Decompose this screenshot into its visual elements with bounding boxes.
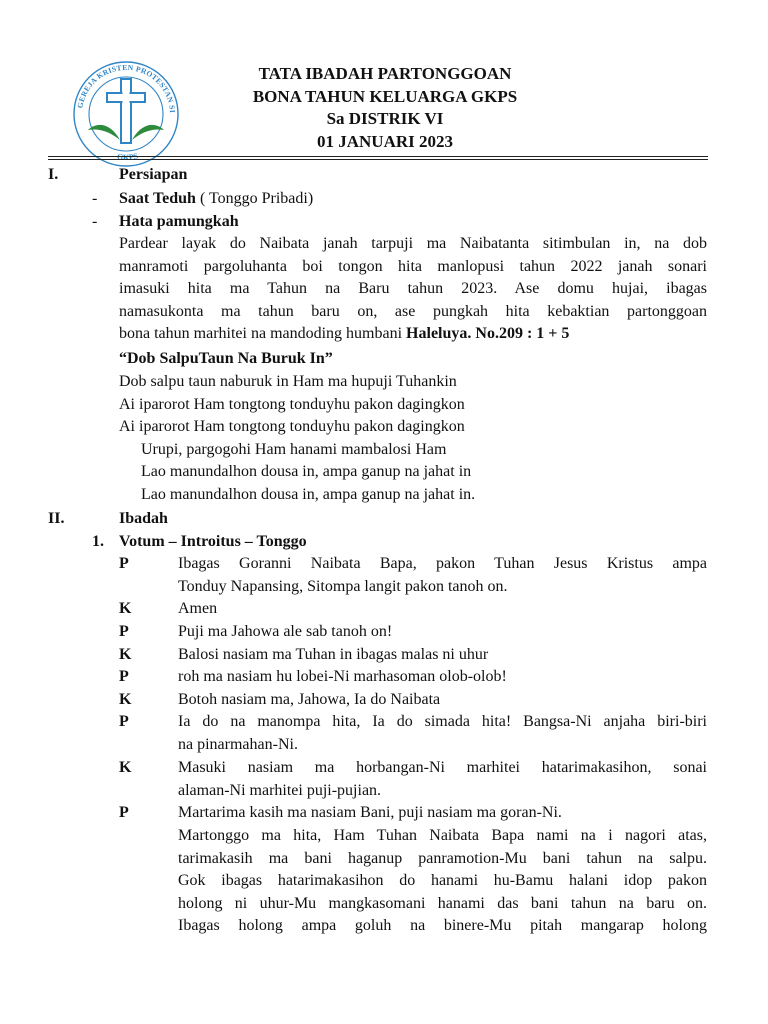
hymn-reference: Haleluya. No.209 : 1 + 5 (406, 325, 570, 342)
song-line: Urupi, pargogohi Ham hanami mambalosi Ham (141, 440, 447, 458)
liturgy-line: Ia do na manompa hita, Ia do simada hita! Bangsa-Ni anjaha biri-biri (178, 713, 707, 730)
list-dash: - (92, 213, 98, 230)
prayer-line: Gok ibagas hatarimakasihon do hanami hu-Bamu halani idop pakon (178, 872, 707, 889)
saat-teduh-label: Saat Teduh (119, 190, 196, 207)
section-2-title: Ibadah (119, 510, 168, 527)
logo-ring-bottom: GKPS (116, 151, 139, 163)
song-line: Dob salpu taun naburuk in Ham ma hupuji Tuhankin (119, 373, 457, 390)
section-2-number: II. (48, 510, 65, 527)
section-1-number: I. (48, 166, 59, 183)
title-line-3: Sa DISTRIK VI (326, 109, 444, 128)
paragraph-line: manramoti pargoluhanta boi tongon hita manlopusi tahun 2022 janah sonari (119, 257, 707, 275)
prayer-line: tarimakasih ma bani haganup panramotion-Mu bani tahun na salpu. (178, 849, 707, 867)
liturgy-line: na pinarmahan-Ni. (178, 735, 298, 753)
song-line: Lao manundalhon dousa in, ampa ganup na jahat in (141, 463, 472, 480)
liturgy-line: Amen (178, 600, 218, 617)
liturgy-text (178, 757, 707, 802)
liturgy-line: Tonduy Napansing, Sitompa langit pakon tanoh on. (178, 577, 508, 595)
paragraph-line: imasuki hita ma Tahun na Baru tahun 2023. Ase domu hujai, ibagas (119, 280, 707, 297)
prayer-line: holong ni uhur-Mu mangkasomani hanami das bani tahun na baru on. (178, 894, 707, 912)
role-label: P (119, 623, 129, 640)
header-divider-top (48, 156, 708, 157)
song-line: Ai iparorot Ham tongtong tonduyhu pakon dagingkon (119, 418, 465, 435)
logo-ring-text: GEREJA KRISTEN PROTESTAN SI (75, 62, 178, 114)
liturgy-text (178, 553, 707, 598)
liturgy-line: Puji ma Jahowa ale sab tanoh on! (178, 623, 393, 640)
liturgy-text (178, 711, 707, 756)
liturgy-line: alaman-Ni marhitei puji-pujian. (178, 781, 382, 799)
role-label: K (119, 690, 132, 708)
prayer-line: Martonggo ma hita, Ham Tuhan Naibata Bapa nami na i nagori atas, (178, 827, 707, 844)
liturgy-line: Balosi nasiam ma Tuhan in ibagas malas ni uhur (178, 645, 489, 663)
paragraph-last-text: bona tahun marhitei na mandoding humbani (119, 325, 407, 342)
paragraph-line (119, 323, 707, 346)
prayer-paragraph (178, 825, 707, 938)
paragraph-line: Pardear layak do Naibata janah tarpuji ma Naibatanta sitimbulan in, na dob (119, 235, 707, 252)
paragraph-line: namasukonta ma tahun baru on, ase pungkah hita kebaktian partonggoan (119, 302, 707, 320)
subsection-number: 1. (92, 533, 104, 550)
song-line: Lao manundalhon dousa in, ampa ganup na jahat in. (141, 485, 476, 503)
role-label: K (119, 645, 132, 663)
role-label: P (119, 713, 129, 730)
list-dash: - (92, 190, 98, 207)
role-label: K (119, 759, 132, 776)
role-label: K (119, 600, 132, 617)
opening-paragraph (119, 233, 707, 346)
song-title: “Dob SalpuTaun Na Buruk In” (119, 350, 333, 367)
subsection-title: Votum – Introitus – Tonggo (119, 533, 307, 550)
role-label: P (119, 804, 129, 821)
section-1-title: Persiapan (119, 166, 188, 183)
prayer-line: Ibagas holong ampa goluh na binere-Mu pitah mangarap holong (178, 917, 707, 934)
song-line: Ai iparorot Ham tongtong tonduyhu pakon dagingkon (119, 395, 465, 413)
liturgy-line: Ibagas Goranni Naibata Bapa, pakon Tuhan Jesus Kristus ampa (178, 555, 707, 572)
saat-teduh-note: ( Tonggo Pribadi) (195, 190, 314, 207)
liturgy-line: Martarima kasih ma nasiam Bani, puji nasiam ma goran-Ni. (178, 804, 562, 821)
title-line-4: 01 JANUARI 2023 (317, 131, 453, 151)
role-label: P (119, 555, 129, 572)
liturgy-line: roh ma nasiam hu lobei-Ni marhasoman olob-olob! (178, 668, 507, 685)
liturgy-line: Masuki nasiam ma horbangan-Ni marhitei hatarimakasihon, sonai (178, 759, 707, 776)
title-line-1: TATA IBADAH PARTONGGOAN (258, 64, 512, 83)
document-title (160, 63, 610, 153)
svg-text:GKPS (117, 151, 140, 162)
role-label: P (119, 668, 129, 685)
hata-pamungkah-label: Hata pamungkah (119, 213, 239, 230)
saat-teduh-item (119, 188, 313, 210)
liturgy-line: Botoh nasiam ma, Jahowa, Ia do Naibata (178, 690, 441, 708)
title-line-2: BONA TAHUN KELUARGA GKPS (252, 86, 518, 106)
header-divider-bottom (48, 159, 708, 160)
